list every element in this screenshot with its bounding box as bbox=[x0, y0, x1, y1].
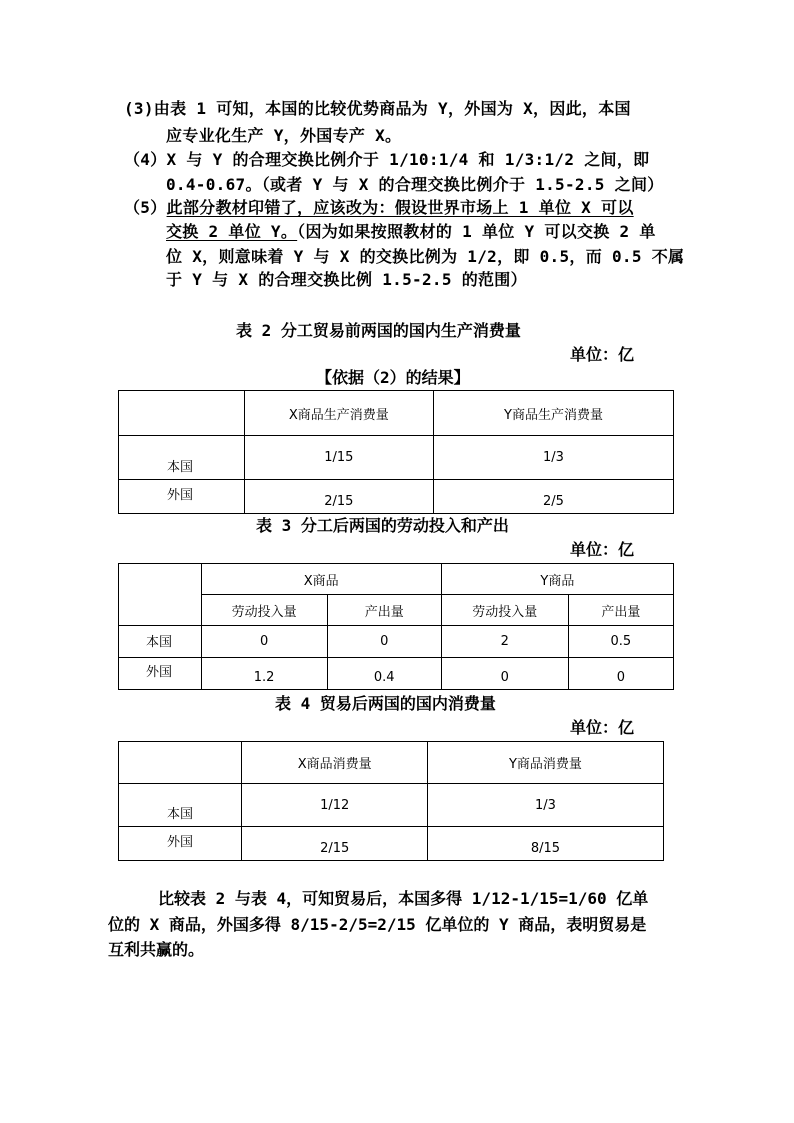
answer-5-line-1 bbox=[124, 198, 634, 218]
table3-row-label: 本国 bbox=[119, 626, 202, 658]
answer-5-line-4: 于 Y 与 X 的合理交换比例 1.5-2.5 的范围） bbox=[166, 270, 527, 289]
table4-row-label: 外国 bbox=[119, 827, 242, 861]
table3-cell: 0 bbox=[201, 626, 327, 658]
table2-row-label: 本国 bbox=[119, 436, 245, 480]
table3-corner-cell bbox=[119, 564, 202, 626]
table3-cell: 1.2 bbox=[201, 658, 327, 690]
table3-cell: 0.5 bbox=[568, 626, 673, 658]
table2-corner-cell bbox=[119, 391, 245, 436]
table4-header-x: X商品消费量 bbox=[242, 742, 428, 784]
table3-cell: 2 bbox=[441, 626, 568, 658]
table3-cell: 0 bbox=[568, 658, 673, 690]
table3-subheader: 产出量 bbox=[327, 595, 441, 626]
conclusion-line-3: 互利共赢的。 bbox=[108, 940, 205, 959]
table4-cell: 2/15 bbox=[242, 827, 428, 861]
answer-5-explanation: （因为如果按照教材的 1 单位 Y 可以交换 2 单 bbox=[297, 222, 656, 241]
table4-row-label: 本国 bbox=[119, 784, 242, 827]
answer-5-correction-end: 交换 2 单位 Y。 bbox=[166, 222, 298, 241]
table2-cell: 1/3 bbox=[433, 436, 673, 480]
table4 bbox=[118, 741, 664, 861]
table3-subheader: 劳动投入量 bbox=[441, 595, 568, 626]
table4-unit: 单位：亿 bbox=[570, 718, 635, 737]
table2-cell: 1/15 bbox=[244, 436, 433, 480]
table3-cell: 0 bbox=[327, 626, 441, 658]
table3-cell: 0 bbox=[441, 658, 568, 690]
table2-title: 表 2 分工贸易前两国的国内生产消费量 bbox=[236, 321, 521, 340]
table2 bbox=[118, 390, 674, 514]
table3-title: 表 3 分工后两国的劳动投入和产出 bbox=[256, 516, 509, 535]
table3-subheader: 产出量 bbox=[568, 595, 673, 626]
table4-cell: 1/12 bbox=[242, 784, 428, 827]
table4-cell: 8/15 bbox=[427, 827, 663, 861]
answer-3-line-1: (3)由表 1 可知，本国的比较优势商品为 Y，外国为 X，因此，本国 bbox=[124, 99, 631, 118]
answer-4-line-2: 0.4-0.67。（或者 Y 与 X 的合理交换比例介于 1.5-2.5 之间） bbox=[166, 175, 664, 194]
conclusion-line-1: 比较表 2 与表 4，可知贸易后，本国多得 1/12-1/15=1/60 亿单 bbox=[158, 889, 649, 908]
conclusion-line-2: 位的 X 商品，外国多得 8/15-2/5=2/15 亿单位的 Y 商品，表明贸易是 bbox=[108, 915, 647, 934]
table3-group-x: X商品 bbox=[201, 564, 441, 595]
table2-header-x: X商品生产消费量 bbox=[244, 391, 433, 436]
table2-row-label: 外国 bbox=[119, 480, 245, 514]
table3-unit: 单位：亿 bbox=[570, 540, 635, 559]
table2-header-y: Y商品生产消费量 bbox=[433, 391, 673, 436]
answer-5-line-3: 位 X，则意味着 Y 与 X 的交换比例为 1/2，即 0.5，而 0.5 不属 bbox=[166, 247, 685, 266]
table2-unit: 单位：亿 bbox=[570, 345, 635, 364]
table3 bbox=[118, 563, 674, 690]
table3-row-label: 外国 bbox=[119, 658, 202, 690]
table2-note: 【依据（2）的结果】 bbox=[316, 368, 470, 387]
table4-header-y: Y商品消费量 bbox=[427, 742, 663, 784]
answer-4-line-1: （4）X 与 Y 的合理交换比例介于 1/10:1/4 和 1/3:1/2 之间，即 bbox=[124, 150, 650, 169]
table2-cell: 2/5 bbox=[433, 480, 673, 514]
table4-corner-cell bbox=[119, 742, 242, 784]
answer-5-line-2 bbox=[166, 222, 656, 242]
table3-group-y: Y商品 bbox=[441, 564, 673, 595]
table2-cell: 2/15 bbox=[244, 480, 433, 514]
table4-title: 表 4 贸易后两国的国内消费量 bbox=[275, 694, 496, 713]
table3-cell: 0.4 bbox=[327, 658, 441, 690]
table3-subheader: 劳动投入量 bbox=[201, 595, 327, 626]
table4-cell: 1/3 bbox=[427, 784, 663, 827]
answer-5-correction: 此部分教材印错了，应该改为：假设世界市场上 1 单位 X 可以 bbox=[166, 198, 634, 217]
answer-3-line-2: 应专业化生产 Y，外国专产 X。 bbox=[166, 126, 402, 145]
answer-5-prefix: （5） bbox=[124, 198, 167, 217]
